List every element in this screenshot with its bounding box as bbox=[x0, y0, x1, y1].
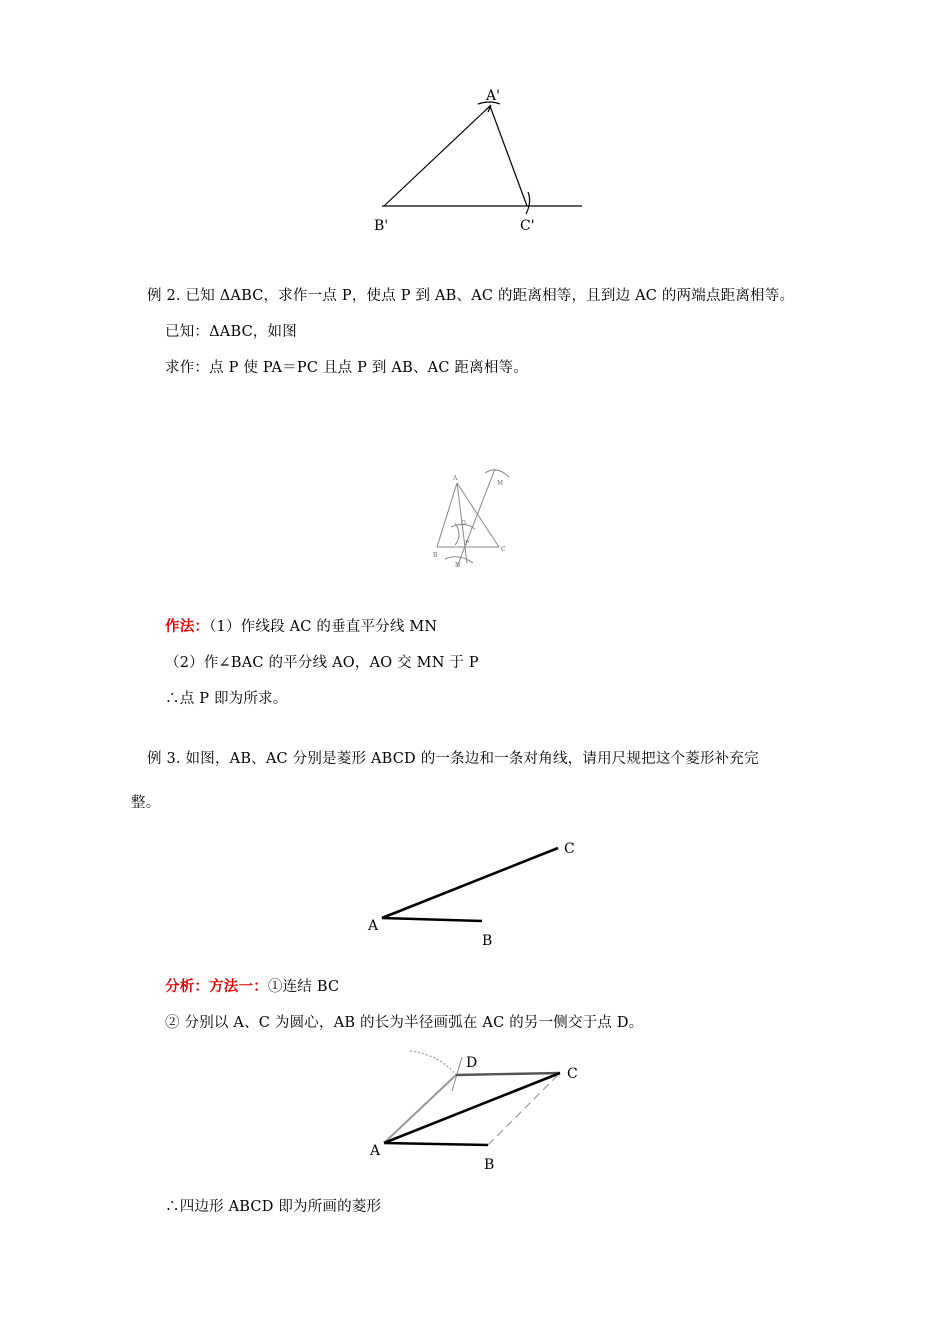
figure-triangle-a-prime bbox=[360, 80, 600, 240]
fig4-label-b: B bbox=[484, 1157, 495, 1173]
example-2-find: 求作：点 P 使 PA＝PC 且点 P 到 AB、AC 距离相等。 bbox=[165, 360, 528, 376]
analysis-step-2: ② 分别以 A、C 为圆心，AB 的长为半径画弧在 AC 的另一侧交于点 D。 bbox=[165, 1015, 644, 1031]
example-3-title-line-1: 例 3. 如图，AB、AC 分别是菱形 ABCD 的一条边和一条对角线，请用尺规把这个菱形补充完 bbox=[147, 751, 759, 767]
analysis-step-1-text: ①连结 BC bbox=[267, 979, 340, 995]
fig2-label-o: O bbox=[461, 520, 466, 527]
example-2-title: 例 2. 已知 ΔABC，求作一点 P，使点 P 到 AB、AC 的距离相等，且到边 AC 的两端点距离相等。 bbox=[147, 288, 795, 304]
fig4-label-d: D bbox=[466, 1055, 478, 1071]
fig2-label-a: A bbox=[453, 475, 458, 482]
fig2-label-c: C bbox=[501, 546, 506, 553]
fig3-label-a: A bbox=[368, 918, 379, 934]
example-2-given: 已知：ΔABC，如图 bbox=[165, 324, 297, 340]
figure-construction-p bbox=[425, 455, 525, 575]
analysis-label: 分析：方法一： bbox=[165, 979, 268, 995]
label-c-prime: C' bbox=[520, 218, 535, 234]
example-3-title-line-2: 整。 bbox=[131, 795, 161, 811]
analysis-step-1 bbox=[165, 975, 339, 996]
method-step-2: （2）作∠BAC 的平分线 AO，AO 交 MN 于 P bbox=[165, 655, 479, 671]
fig3-label-b: B bbox=[482, 933, 493, 949]
figure-ab-ac bbox=[360, 830, 590, 955]
fig4-label-c: C bbox=[567, 1066, 578, 1082]
method-label: 作法： bbox=[165, 619, 210, 635]
fig2-label-m: M bbox=[497, 480, 504, 487]
fig2-label-n: N bbox=[455, 562, 461, 569]
example-3-conclusion: ∴四边形 ABCD 即为所画的菱形 bbox=[165, 1199, 382, 1215]
label-a-prime: A' bbox=[486, 88, 500, 104]
figure-rhombus bbox=[360, 1045, 590, 1180]
fig4-label-a: A bbox=[370, 1143, 381, 1159]
fig2-label-p: P bbox=[465, 540, 470, 547]
method-step-1-text: （1）作线段 AC 的垂直平分线 MN bbox=[209, 619, 438, 635]
example-2-conclusion: ∴点 P 即为所求。 bbox=[165, 691, 288, 707]
method-step-1 bbox=[165, 615, 437, 636]
fig3-label-c: C bbox=[564, 841, 575, 857]
label-b-prime: B' bbox=[374, 218, 389, 234]
fig2-label-b: B bbox=[433, 552, 438, 559]
